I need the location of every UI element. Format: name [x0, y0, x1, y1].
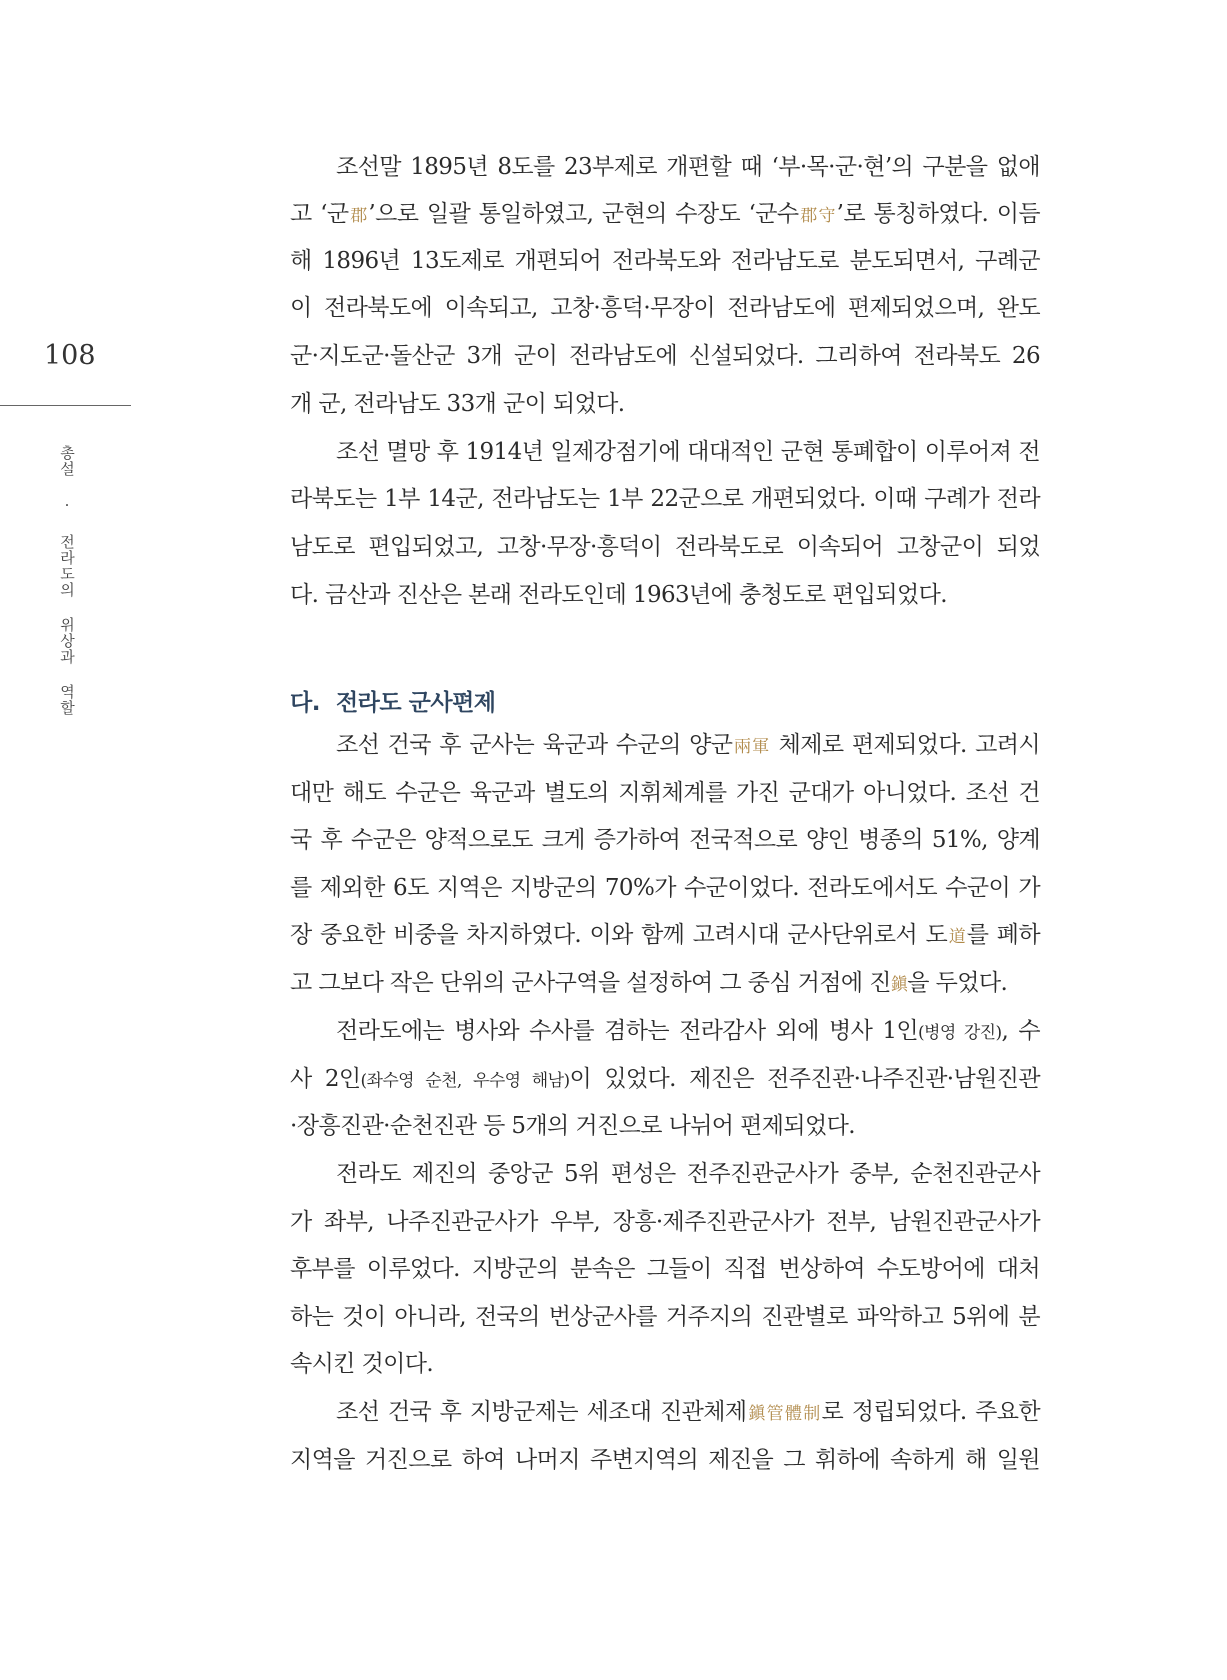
text-segment: 고 ‘군: [290, 201, 349, 227]
text-line: [290, 580, 1040, 610]
hanja-annotation: 鎭: [890, 975, 908, 995]
text-segment: 속시킨 것이다.: [290, 1351, 434, 1377]
text-line: [290, 389, 1040, 419]
text-line: [290, 152, 1040, 182]
text-segment: 고 그보다 작은 단위의 군사구역을 설정하여 그 중심 거점에 진: [290, 970, 891, 996]
text-line: [290, 1349, 1040, 1379]
text-segment: ’로 통칭하였다. 이듬: [836, 201, 1040, 227]
running-head: 총설 · 전라도의 위상과 역할: [58, 445, 76, 716]
text-segment: ·장흥진관·순천진관 등 5개의 거진으로 나뉘어 편제되었다.: [290, 1113, 855, 1139]
text-segment: 조선 멸망 후 1914년 일제강점기에 대대적인 군현 통폐합이 이루어져 전: [336, 439, 1040, 465]
text-segment: 를 제외한 6도 지역은 지방군의 70%가 수군이었다. 전라도에서도 수군이 가: [290, 875, 1040, 901]
text-segment: 을 두었다.: [907, 970, 1008, 996]
margin-divider: [0, 405, 131, 406]
text-line: [290, 1302, 1040, 1332]
text-segment: 가 좌부, 나주진관군사가 우부, 장흥·제주진관군사가 전부, 남원진관군사가: [290, 1209, 1040, 1235]
text-line: [290, 484, 1040, 514]
text-segment: 조선 건국 후 군사는 육군과 수군의 양군: [336, 732, 733, 758]
section-title: 전라도 군사편제: [335, 690, 496, 716]
text-line: [290, 778, 1040, 808]
text-line: [290, 1064, 1040, 1094]
text-segment: 다. 금산과 진산은 본래 전라도인데 1963년에 충청도로 편입되었다.: [290, 582, 947, 608]
text-segment: 장 중요한 비중을 차지하였다. 이와 함께 고려시대 군사단위로서 도: [290, 922, 948, 948]
text-line: [290, 293, 1040, 323]
text-segment: 전라도에는 병사와 수사를 겸하는 전라감사 외에 병사 1인: [336, 1018, 918, 1044]
text-line: [290, 1254, 1040, 1284]
text-line: [290, 437, 1040, 467]
text-segment: 개 군, 전라남도 33개 군이 되었다.: [290, 391, 625, 417]
text-line: [290, 873, 1040, 903]
hanja-annotation: 郡守: [798, 206, 837, 226]
text-line: [290, 1016, 1040, 1046]
text-segment: 체제로 편제되었다. 고려시: [770, 732, 1040, 758]
parenthetical-note: (병영 강진): [917, 1023, 1002, 1043]
text-line: [290, 920, 1040, 950]
text-line: [290, 532, 1040, 562]
parenthetical-note: (좌수영 순천, 우수영 해남): [360, 1071, 570, 1091]
text-line: [290, 730, 1040, 760]
text-line: [290, 1445, 1040, 1475]
text-line: [290, 825, 1040, 855]
hanja-annotation: 道: [947, 927, 967, 947]
hanja-annotation: 郡: [348, 206, 369, 226]
text-line: [290, 1111, 1040, 1141]
text-segment: 조선 건국 후 지방군제는 세조대 진관체제: [336, 1399, 747, 1425]
text-segment: 해 1896년 13도제로 개편되어 전라북도와 전라남도로 분도되면서, 구례군: [290, 248, 1040, 274]
text-segment: 대만 해도 수군은 육군과 별도의 지휘체계를 가진 군대가 아니었다. 조선 건: [290, 780, 1040, 806]
text-segment: 이 전라북도에 이속되고, 고창·흥덕·무장이 전라남도에 편제되었으며, 완도: [290, 295, 1040, 321]
page-number: 108: [44, 340, 96, 371]
text-segment: 지역을 거진으로 하여 나머지 주변지역의 제진을 그 휘하에 속하게 해 일원: [290, 1447, 1040, 1473]
text-segment: 사 2인: [290, 1066, 361, 1092]
text-line: [290, 1159, 1040, 1189]
text-segment: 전라도 제진의 중앙군 5위 편성은 전주진관군사가 중부, 순천진관군사: [336, 1161, 1040, 1187]
text-segment: 이 있었다. 제진은 전주진관·나주진관·남원진관: [569, 1066, 1040, 1092]
text-segment: , 수: [1001, 1018, 1040, 1044]
text-segment: 남도로 편입되었고, 고창·무장·흥덕이 전라북도로 이속되어 고창군이 되었: [290, 534, 1040, 560]
text-line: [290, 1397, 1040, 1427]
text-line: [290, 199, 1040, 229]
text-line: [290, 341, 1040, 371]
text-line: [290, 968, 1040, 998]
text-segment: 로 정립되었다. 주요한: [821, 1399, 1040, 1425]
text-segment: 국 후 수군은 양적으로도 크게 증가하여 전국적으로 양인 병종의 51%, 양계: [290, 827, 1040, 853]
text-line: [290, 246, 1040, 276]
text-segment: 군·지도군·돌산군 3개 군이 전라남도에 신설되었다. 그리하여 전라북도 26: [290, 343, 1040, 369]
section-heading: [290, 684, 496, 717]
hanja-annotation: 鎭管體制: [746, 1404, 822, 1424]
text-segment: 후부를 이루었다. 지방군의 분속은 그들이 직접 번상하여 수도방어에 대처: [290, 1256, 1040, 1282]
text-segment: ’으로 일괄 통일하였고, 군현의 수장도 ‘군수: [368, 201, 799, 227]
text-segment: 하는 것이 아니라, 전국의 번상군사를 거주지의 진관별로 파악하고 5위에 분: [290, 1304, 1040, 1330]
text-segment: 라북도는 1부 14군, 전라남도는 1부 22군으로 개편되었다. 이때 구례가 전라: [290, 486, 1040, 512]
text-segment: 를 폐하: [966, 922, 1040, 948]
text-segment: 조선말 1895년 8도를 23부제로 개편할 때 ‘부·목·군·현’의 구분을 없애: [336, 154, 1040, 180]
hanja-annotation: 兩軍: [732, 737, 771, 757]
section-number: 다.: [290, 690, 320, 716]
text-line: [290, 1207, 1040, 1237]
